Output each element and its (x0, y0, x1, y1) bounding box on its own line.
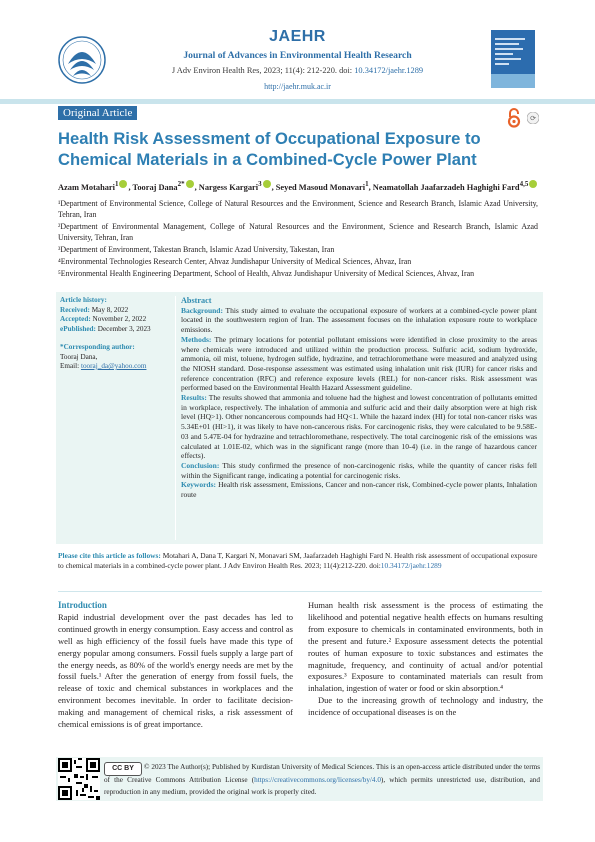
license-link[interactable]: https://creativecommons.org/licenses/by/4.0 (254, 775, 381, 784)
email-link[interactable]: tooraj_da@yahoo.com (80, 362, 147, 370)
journal-full-name: Journal of Advances in Environmental Health Research (183, 50, 412, 61)
results-label: Results: (181, 393, 207, 403)
article-history-heading: Article history: (60, 296, 107, 304)
article-info-sidebar (60, 296, 170, 372)
received-date: May 8, 2022 (91, 305, 129, 314)
doi-link[interactable]: 10.34172/jaehr.1289 (354, 66, 424, 75)
conclusion-label: Conclusion: (181, 460, 220, 470)
affiliation: ¹Department of Environmental Science, College of Natural Resources and the Environment, Science and Research Branch, Islamic Azad University, Tehran, Iran (58, 199, 538, 219)
abstract-results: The results showed that ammonia and toluene had the highest and lowest concentration of pollutants emitted in workplace, respectively. The inhalation of ammonia and sulfuric acid and their daily absorption were at high risk level (HQ>1). Other noncancerous compounds had HQ<1. While the hazard index (HI) for total non-cancer risks was 5.34E+01 (HI>1), it was likely to have non-cancerous risks. For carcinogenic risks, they were calculated to be 9.58E-03 and 5.47E-04 for hydrazine and tetrachloromethane, respectively. The total carcinogenic risk of the emissions was calculated at 1.01E-02, which was in the significant range (more than 10-4) (i.e. in the range of hazardous cancer effects). (181, 393, 537, 461)
journal-cover-icon (491, 30, 535, 88)
author-sup: 4,5 (519, 180, 529, 189)
open-access-icon (507, 108, 521, 128)
abstract-conclusion: This study confirmed the presence of non-carcinogenic risks, while the quantity of cancer risks fell within the Significant range, indicating a potential for carcinogenic risks. (181, 460, 537, 480)
creative-commons-badge-icon: CC BY (104, 762, 142, 776)
orcid-icon[interactable] (186, 180, 194, 188)
journal-url-link[interactable]: http://jaehr.muk.ac.ir (264, 82, 331, 91)
author-sup: 2* (177, 180, 185, 189)
abstract-heading: Abstract (181, 296, 212, 305)
cite-doi-link[interactable]: 10.34172/jaehr.1289 (380, 561, 442, 571)
orcid-icon[interactable] (263, 180, 271, 188)
author-name: Seyed Masoud Monavari (275, 183, 366, 192)
section-separator (58, 591, 542, 592)
paragraph: Rapid industrial development over the past decades has led to continued growth in energy consumption. Easy access and control as well as high efficiency of the fossil fuels have made this type of energy popular among consumers. Fossil fuels supply a large part of the energy needs, as 80% of the world's energy needs are met by the fossil fuels.¹ After the generation of energy from fossil fuels, the release of toxic and chemical substances in workplaces and the environment becomes inevitable. In order to facilitate decision-making and management of chemical risks, a risk assessment of chemical emissions is of great importance. (58, 611, 293, 730)
paragraph: Human health risk assessment is the process of estimating the likelihood and potential negative health effects on humans resulting from exposure to chemicals in contaminated environments, both in the present and future.² Exposure assessment detects the potential routes of human exposure to toxic substances and estimates the magnitude, frequency, and continuity of actual and/or potential exposures.³ Exposure to contaminated materials can result from inhalation, ingestion of water or food or skin absorption.⁴ (308, 600, 543, 694)
author-sup: 3 (258, 180, 262, 189)
methods-label: Methods: (181, 334, 212, 344)
accepted-label: Accepted: (60, 315, 91, 323)
introduction-heading: Introduction (58, 600, 107, 610)
svg-text:⟳: ⟳ (530, 114, 536, 123)
article-type-badge: Original Article (58, 106, 137, 120)
license-text (104, 761, 540, 799)
body-right-column (308, 600, 543, 719)
orcid-icon[interactable] (527, 112, 539, 124)
email-label: Email: (60, 362, 80, 370)
cite-label: Please cite this article as follows: (58, 551, 161, 560)
cite-doi-prefix: doi: (369, 561, 381, 571)
author-name: Neamatollah Jaafarzadeh Haghighi Fard (372, 183, 520, 192)
keywords-label: Keywords: (181, 480, 216, 490)
affiliation: ⁵Environmental Health Engineering Department, School of Health, Ahvaz Jundishapur University of Medical Sciences, Ahvaz, Iran (58, 269, 475, 278)
abstract-methods: The primary locations for potential pollutant emissions were identified in close proximity to the areas where chemicals were introduced and utilized within the production process. Sulfuric acid, sodium hydroxide, ammonia, oil mist, toluene, hydrogen sulfide, hydrazine, and tetrachloromethane were measured and analyzed using the NIOSH standard. Dose-response assessment was estimated using inhalation unit risk (IUR) for cancer risks and reference concentration (RFC) and reference exposure levels (REL) for non-cancer risks. Risk assessment was performed based on the Environmental Health Hazard Assessment guideline. (181, 334, 537, 393)
affiliation: ²Department of Environmental Management, College of Natural Resources and the Environment, Science and Research Branch, Islamic Azad University, Tehran, Iran (58, 222, 538, 242)
affiliation: ³Department of Environment, Takestan Branch, Islamic Azad University, Takestan, Iran (58, 245, 335, 254)
background-label: Background: (181, 305, 223, 315)
author-name: Tooraj Dana (132, 183, 178, 192)
corresponding-heading: *Corresponding author: (60, 343, 135, 351)
cite-as (58, 551, 542, 571)
header-band (0, 99, 595, 104)
journal-abbrev: JAEHR (269, 28, 326, 45)
cite-text: Motahari A, Dana T, Kargari N, Monavari SM, Jaafarzadeh Haghighi Fard N. Health risk assessment of occupational exposure to chemical materials in a combined-cycle power plant. J Adv Environ Health Res. 2023; 11(4):212-220. (58, 551, 538, 571)
author-list: Azam Motahari$^1$ , Tooraj Dana$^{2*}$ , Nargess Kargari$^3$ , Seyed Masoud Monavari$^1$, Neamatollah Jaafarzadeh Haghighi Fard$^{4,5}$ (58, 180, 558, 192)
author-name: Azam Motahari (58, 183, 115, 192)
abstract-background: This study aimed to evaluate the occupational exposure of workers at a combined-cycle power plant located in the southwestern region of Iran. The assessment focuses on the inhalation exposure route to workplace emissions. (181, 305, 537, 335)
article-title: Health Risk Assessment of Occupational Exposure to Chemical Materials in a Combined-Cycle Power Plant (58, 129, 481, 169)
paragraph: Due to the increasing growth of technology and industry, the incidence of occupational diseases is on the (308, 695, 543, 718)
affiliation: ⁴Environmental Technologies Research Center, Ahvaz Jundishapur University of Medical Sciences, Ahvaz, Iran (58, 257, 412, 266)
license-text-end: ), which permits unrestricted use, distribution, and reproduction in any medium, provided the original work is properly cited. (104, 775, 540, 796)
citation-text: J Adv Environ Health Res, 2023; 11(4): 212-220. doi: (171, 66, 353, 75)
epub-date: December 3, 2023 (97, 324, 151, 333)
accepted-date: November 2, 2022 (92, 315, 147, 323)
received-label: Received: (60, 305, 90, 314)
author-sup: 1 (365, 180, 369, 189)
qr-code-icon (58, 758, 100, 800)
affiliations (58, 198, 538, 280)
author-name: Nargess Kargari (198, 183, 259, 192)
author-sup: 1 (114, 180, 119, 189)
abstract-keywords: Health risk assessment, Emissions, Cancer and non-cancer risk, Combined-cycle power plants, Inhalation route (181, 480, 538, 500)
orcid-icon[interactable] (529, 180, 537, 188)
license-text-start: © 2023 The Author(s); Published by Kurdistan University of Medical Sciences. This is an open-access article distributed under the terms of the Creative Commons Attribution License ( (104, 763, 540, 784)
sidebar-divider (175, 296, 176, 540)
abstract (181, 296, 537, 500)
epub-label: ePublished: (60, 324, 96, 333)
body-left-column (58, 600, 293, 731)
orcid-icon[interactable] (119, 180, 127, 188)
corresponding-name: Tooraj Dana, (60, 352, 98, 361)
